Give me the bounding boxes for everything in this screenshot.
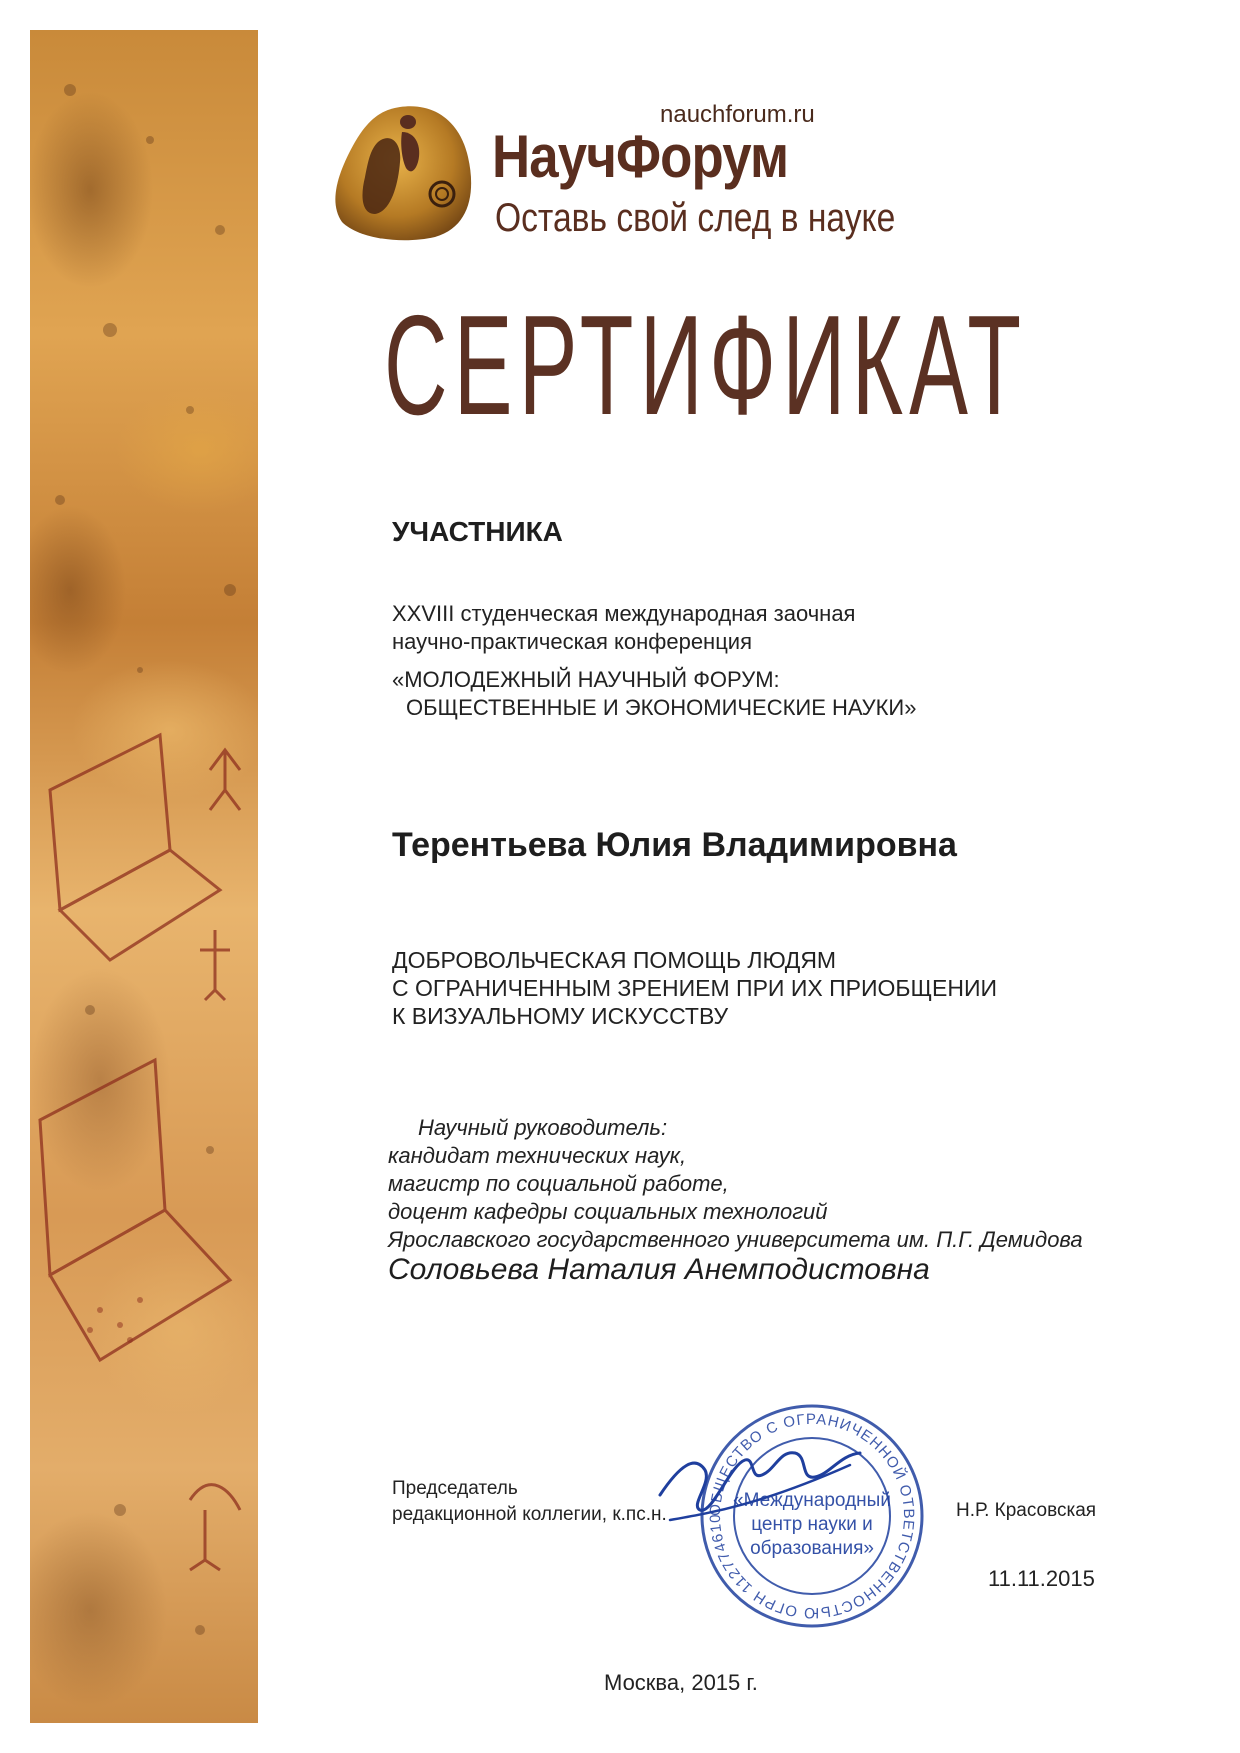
city-year: Москва, 2015 г. bbox=[604, 1670, 758, 1695]
supervisor-name: Соловьева Наталия Анемподистовна bbox=[388, 1253, 930, 1286]
supervisor-line: Научный руководитель: bbox=[418, 1115, 668, 1140]
topic-line: К ВИЗУАЛЬНОМУ ИСКУССТВУ bbox=[392, 1003, 729, 1029]
participant-name: Терентьева Юлия Владимировна bbox=[392, 826, 957, 864]
logo-url: nauchforum.ru bbox=[660, 101, 815, 128]
stamp-ring-text: ОБЩЕСТВО С ОГРАНИЧЕННОЙ ОТВЕТСТВЕННОСТЬЮ ОГРН 112774610 bbox=[706, 1410, 918, 1622]
rock-art-drawings bbox=[30, 30, 258, 1723]
conference-title-line: «МОЛОДЕЖНЫЙ НАУЧНЫЙ ФОРУМ: bbox=[392, 667, 780, 692]
supervisor-line: магистр по социальной работе, bbox=[388, 1171, 729, 1196]
supervisor-line: кандидат технических наук, bbox=[388, 1143, 687, 1168]
issue-date: 11.11.2015 bbox=[988, 1566, 1095, 1591]
stamp-center-line: «Международный bbox=[733, 1490, 891, 1511]
supervisor-line: Ярославского государственного университета им. П.Г. Демидова bbox=[388, 1227, 1083, 1252]
conference-description bbox=[392, 600, 855, 656]
chair-name: Н.Р. Красовская bbox=[956, 1500, 1097, 1521]
topic-line: ДОБРОВОЛЬЧЕСКАЯ ПОМОЩЬ ЛЮДЯМ bbox=[392, 947, 837, 973]
conference-line: научно-практическая конференция bbox=[392, 629, 753, 654]
conference-title bbox=[392, 666, 916, 722]
logo-name: НаучФорум bbox=[492, 123, 789, 190]
handwritten-signature bbox=[650, 1425, 873, 1535]
topic-line: С ОГРАНИЧЕННЫМ ЗРЕНИЕМ ПРИ ИХ ПРИОБЩЕНИИ bbox=[392, 975, 998, 1001]
supervisor-info bbox=[388, 1114, 1083, 1254]
supervisor-line: доцент кафедры социальных технологий bbox=[388, 1199, 828, 1224]
chair-line: редакционной коллегии, к.пс.н. bbox=[392, 1504, 667, 1525]
paper-topic bbox=[392, 946, 997, 1030]
chair-line: Председатель bbox=[392, 1478, 518, 1499]
certificate-title: СЕРТИФИКАТ bbox=[384, 286, 1028, 445]
chair-title bbox=[392, 1476, 667, 1528]
certificate-subtitle: УЧАСТНИКА bbox=[392, 516, 563, 547]
decorative-rock-art-strip bbox=[30, 30, 258, 1723]
conference-title-line: ОБЩЕСТВЕННЫЕ И ЭКОНОМИЧЕСКИЕ НАУКИ» bbox=[406, 695, 917, 720]
stamp-center-line: образования» bbox=[750, 1538, 874, 1559]
conference-line: XXVIII студенческая международная заочная bbox=[392, 601, 856, 626]
stamp-center-line: центр науки и bbox=[751, 1514, 873, 1535]
logo-footprint-icon bbox=[330, 102, 478, 244]
logo-slogan: Оставь свой след в науке bbox=[495, 196, 896, 240]
